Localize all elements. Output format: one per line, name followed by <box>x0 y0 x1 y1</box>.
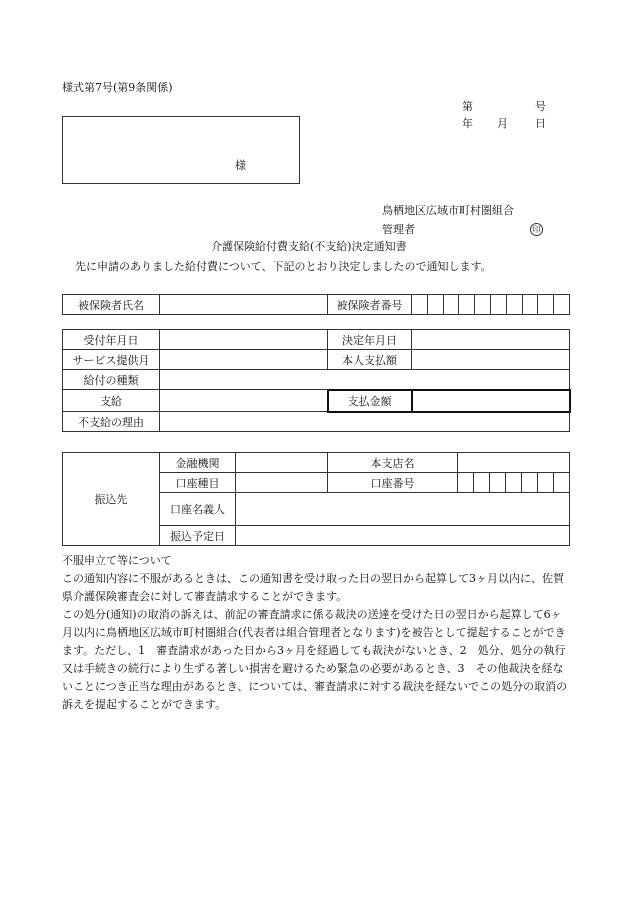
insured-name-label: 被保険者氏名 <box>63 295 160 315</box>
branch-field[interactable] <box>458 453 570 473</box>
form-reference: 様式第7号(第9条関係) <box>62 81 173 94</box>
bank-field[interactable] <box>236 453 328 473</box>
issuer-manager: 管理者 <box>382 223 415 236</box>
non-payment-reason-field[interactable] <box>160 412 570 432</box>
doc-number-suffix: 号 <box>535 100 546 113</box>
insured-table <box>62 294 570 315</box>
date-month: 月 <box>497 117 508 130</box>
transfer-table <box>62 452 570 546</box>
date-day: 日 <box>535 117 546 130</box>
account-number-label: 口座番号 <box>328 473 458 493</box>
intro-text: 先に申請のありました給付費について、下記のとおり決定しましたので通知します。 <box>75 260 492 273</box>
bank-label: 金融機関 <box>160 453 236 473</box>
account-type-field[interactable] <box>236 473 328 493</box>
service-month-field[interactable] <box>160 350 328 370</box>
transfer-section-label: 振込先 <box>63 453 160 546</box>
account-number-digit[interactable] <box>522 473 538 493</box>
insured-number-digit[interactable] <box>522 295 538 315</box>
insured-number-digit[interactable] <box>490 295 506 315</box>
decision-table <box>62 329 570 432</box>
insured-number-digit[interactable] <box>475 295 491 315</box>
insured-number-digit[interactable] <box>459 295 475 315</box>
received-date-field[interactable] <box>160 330 328 350</box>
notes-paragraph-2: この処分(通知)の取消の訴えは、前記の審査請求に係る裁決の送達を受けた日の翌日から起算して6ヶ月以内に鳥栖地区広域市町村圏組合(代表者は組合管理者となります)を被告として提起することができます。ただし、1 審査請求があった日から3ヶ月を経過しても裁決がないとき、2 処分、処分の執行又は手続きの続行により生ずる著しい損害を避けるため緊急の必要があるとき、3 その他裁決を経ないことにつき正当な理由があるとき、については、審査請求に対する裁決を経ないでこの処分の取消の訴えを提起することができます。 <box>62 608 568 711</box>
insured-name-field[interactable] <box>160 295 328 315</box>
issuer-organization: 鳥栖地区広域市町村圏組合 <box>382 204 514 217</box>
payment-label: 支給 <box>63 390 160 412</box>
received-date-label: 受付年月日 <box>63 330 160 350</box>
seal-icon: 印 <box>530 223 543 236</box>
account-type-label: 口座種目 <box>160 473 236 493</box>
payment-amount-label: 支払金額 <box>328 390 412 412</box>
addressee-box <box>62 116 300 184</box>
decision-date-label: 決定年月日 <box>328 330 412 350</box>
service-month-label: サービス提供月 <box>63 350 160 370</box>
insured-number-digit[interactable] <box>554 295 570 315</box>
notes-paragraph-1: この通知内容に不服があるときは、この通知書を受け取った日の翌日から起算して3ヶ月以内に、佐賀県介護保険審査会に対して審査請求することができます。 <box>62 572 564 603</box>
account-number-digit[interactable] <box>506 473 522 493</box>
account-number-digit[interactable] <box>538 473 554 493</box>
payment-field[interactable] <box>160 390 328 412</box>
decision-date-field[interactable] <box>412 330 570 350</box>
account-holder-label: 口座名義人 <box>160 493 236 526</box>
addressee-suffix: 様 <box>235 159 246 172</box>
insured-number-digit[interactable] <box>506 295 522 315</box>
insured-number-digit[interactable] <box>538 295 554 315</box>
document-title: 介護保険給付費支給(不支給)決定通知書 <box>211 240 407 253</box>
self-payment-field[interactable] <box>412 350 570 370</box>
doc-number-prefix: 第 <box>462 100 473 113</box>
appeal-notes <box>62 552 570 714</box>
branch-label: 本支店名 <box>328 453 458 473</box>
insured-number-label: 被保険者番号 <box>328 295 412 315</box>
insured-number-digit[interactable] <box>427 295 443 315</box>
insured-number-digit[interactable] <box>412 295 428 315</box>
account-holder-field[interactable] <box>236 493 570 526</box>
benefit-type-label: 給付の種類 <box>63 370 160 390</box>
date-year: 年 <box>462 117 473 130</box>
official-seal-mark <box>530 223 543 236</box>
non-payment-reason-label: 不支給の理由 <box>63 412 160 432</box>
account-number-digit[interactable] <box>554 473 570 493</box>
scheduled-date-field[interactable] <box>236 526 570 546</box>
notes-heading: 不服申立て等について <box>62 554 172 567</box>
benefit-type-field[interactable] <box>160 370 570 390</box>
self-payment-label: 本人支払額 <box>328 350 412 370</box>
insured-number-digit[interactable] <box>443 295 459 315</box>
account-number-digit[interactable] <box>474 473 490 493</box>
account-number-digit[interactable] <box>490 473 506 493</box>
scheduled-date-label: 振込予定日 <box>160 526 236 546</box>
payment-amount-field[interactable] <box>412 390 570 412</box>
account-number-digit[interactable] <box>458 473 474 493</box>
